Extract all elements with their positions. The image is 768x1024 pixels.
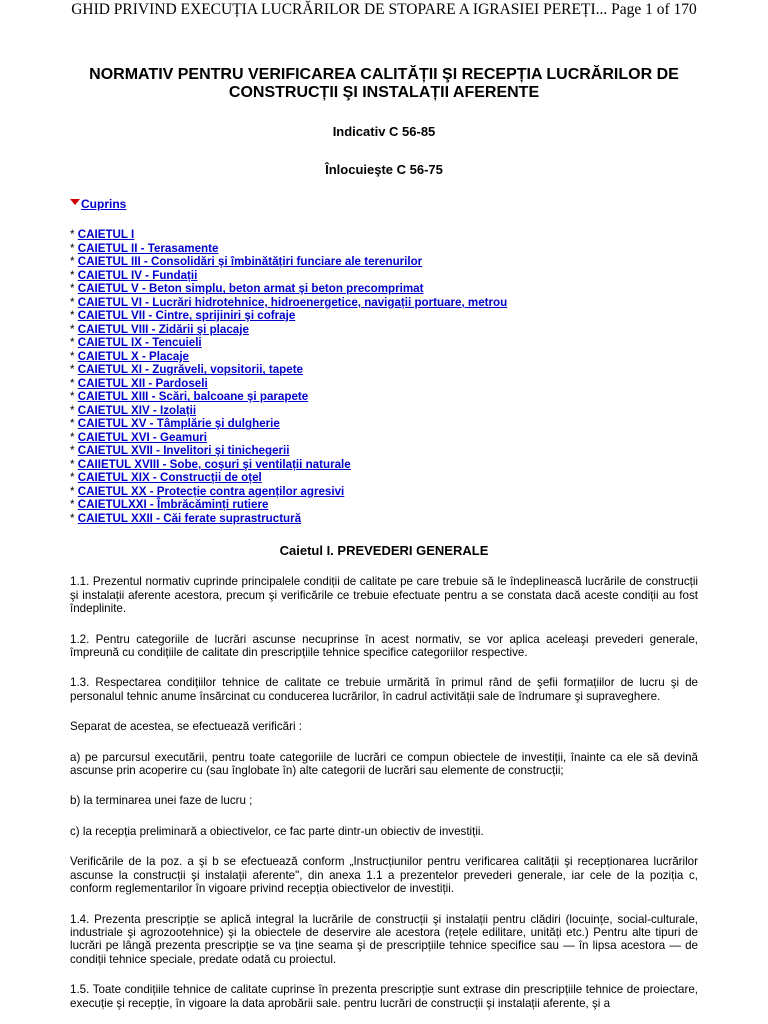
toc-item <box>70 323 698 337</box>
toc-item <box>70 350 698 364</box>
toc-link[interactable]: CAIETUL XXII - Căi ferate suprastructură <box>77 511 302 525</box>
toc-bullet: * <box>70 282 75 296</box>
toc-link[interactable]: CAIETUL I <box>77 228 135 242</box>
toc-item <box>70 255 698 269</box>
toc-item <box>70 404 698 418</box>
toc-bullet: * <box>70 349 75 363</box>
toc-link[interactable]: CAIETUL X - Placaje <box>77 349 190 363</box>
toc-bullet: * <box>70 484 75 498</box>
paragraph: 1.2. Pentru categoriile de lucrări ascunse necuprinse în acest normativ, se vor aplica aceleaşi prevederi generale, împreună cu condițiile de calitate din prescripțiile tehnice specifice categoriilor respective. <box>70 632 698 660</box>
toc-bullet: * <box>70 403 75 417</box>
document-title: NORMATIV PENTRU VERIFICAREA CALITĂȚII ŞI RECEPȚIA LUCRĂRILOR DE CONSTRUCȚII ŞI INSTALAȚII AFERENTE <box>89 66 679 101</box>
toc-item <box>70 282 698 296</box>
toc-item <box>70 242 698 256</box>
toc-link[interactable]: CAIETUL XVI - Geamuri <box>77 430 208 444</box>
toc-bullet: * <box>70 498 75 512</box>
toc-anchor[interactable] <box>70 198 698 211</box>
toc-bullet: * <box>70 363 75 377</box>
toc-item <box>70 417 698 431</box>
toc-link[interactable]: CAIETUL IV - Fundații <box>77 268 198 282</box>
toc-item <box>70 228 698 242</box>
document-replaces: Înlocuieşte C 56-75 <box>325 162 443 177</box>
toc-link[interactable]: CAIETUL XIX - Construcții de oțel <box>77 471 262 485</box>
toc-anchor-link[interactable]: Cuprins <box>81 197 127 211</box>
toc-item <box>70 336 698 350</box>
paragraph: Verificările de la poz. a şi b se efectuează conform „Instrucțiunilor pentru verificarea calității şi recepționarea lucrărilor ascunse la construcții şi instalații aferente", din anexa 1.1 a prezentelor prevederi generale, iar cele de la poziția c, conform reglementarilor în vigoare privind recepția obiectivelor de investiții. <box>70 855 698 896</box>
paragraph: c) la recepția preliminară a obiectivelor, ce fac parte dintr-un obiectiv de investiții. <box>70 824 484 838</box>
toc-link[interactable]: CAIETULXXI - Îmbrăcăminți rutiere <box>77 498 269 512</box>
toc-bullet: * <box>70 255 75 269</box>
toc-link[interactable]: CAIETUL II - Terasamente <box>77 241 219 255</box>
toc-bullet: * <box>70 322 75 336</box>
toc-link[interactable]: CAIETUL XII - Pardoseli <box>77 376 208 390</box>
toc-item <box>70 444 698 458</box>
paragraph: Separat de acestea, se efectuează verificări : <box>70 720 303 734</box>
toc-bullet: * <box>70 390 75 404</box>
toc-bullet: * <box>70 471 75 485</box>
toc-item <box>70 296 698 310</box>
toc-bullet: * <box>70 376 75 390</box>
toc-item <box>70 512 698 526</box>
document-body <box>70 66 698 1010</box>
toc-bullet: * <box>70 228 75 242</box>
toc-item <box>70 498 698 512</box>
toc-item <box>70 431 698 445</box>
toc-list <box>70 228 698 525</box>
toc-bullet: * <box>70 511 75 525</box>
paragraph: b) la terminarea unei faze de lucru ; <box>70 794 253 808</box>
toc-link[interactable]: CAIETUL III - Consolidări şi îmbinătățiri funciare ale terenurilor <box>77 255 423 269</box>
paragraph: 1.3. Respectarea condițiilor tehnice de calitate ce trebuie urmărită în primul rând de şefii formațiilor de lucru şi de personalul tehnic anume însărcinat cu conducerea lucrărilor, în cadrul activității sale de îndrumare şi supraveghere. <box>70 676 698 703</box>
document-indicativ: Indicativ C 56-85 <box>332 124 436 139</box>
toc-link[interactable]: CAIIETUL XVIII - Sobe, coşuri şi ventilații naturale <box>77 457 351 471</box>
toc-item <box>70 269 698 283</box>
toc-link[interactable]: CAIETUL VII - Cintre, sprijiniri şi cofraje <box>77 309 296 323</box>
toc-link[interactable]: CAIETUL IX - Tencuieli <box>77 336 202 350</box>
toc-bullet: * <box>70 457 75 471</box>
running-header: GHID PRIVIND EXECUȚIA LUCRĂRILOR DE STOPARE A IGRASIEI PEREȚI... Page 1 of 170 <box>71 1 697 18</box>
toc-link[interactable]: CAIETUL XI - Zugrăveli, vopsitorii, tapete <box>77 363 304 377</box>
caret-down-icon <box>70 199 80 205</box>
paragraph: a) pe parcursul executării, pentru toate categoriile de lucrări ce compun obiectele de investiții, înainte ca ele să devină ascunse prin acoperire cu (sau înglobate în) alte categorii de lucrări sau elemente de construcții; <box>70 750 698 778</box>
paragraph: 1.4. Prezenta prescripție se aplică integral la lucrările de construcții şi instalații pentru clădiri (locuințe, social-culturale, industriale şi agrozootehnice) şi la obiectele de deservire ale acestora (rețele edilitare, unități etc.) Pentru alte tipuri de lucrări pe lângă prezenta prescripție se va ține seama şi de prescripțiile tehnice specifice sau — în lipsa acestora — de condiții tehnice speciale, predate odată cu proiectul. <box>70 912 698 966</box>
toc-link[interactable]: CAIETUL VIII - Zidării şi placaje <box>77 322 249 336</box>
toc-bullet: * <box>70 430 75 444</box>
toc-bullet: * <box>70 417 75 431</box>
toc-bullet: * <box>70 268 75 282</box>
toc-link[interactable]: CAIETUL XIV - Izolații <box>77 403 197 417</box>
toc-link[interactable]: CAIETUL XIII - Scări, balcoane şi parapete <box>77 390 309 404</box>
toc-item <box>70 458 698 472</box>
toc-item <box>70 485 698 499</box>
toc-link[interactable]: CAIETUL XX - Protecție contra agenților agresivi <box>77 484 345 498</box>
toc-link[interactable]: CAIETUL XVII - Invelitori şi tinichegerii <box>77 444 290 458</box>
toc-bullet: * <box>70 444 75 458</box>
toc-bullet: * <box>70 241 75 255</box>
toc-bullet: * <box>70 336 75 350</box>
toc-item <box>70 390 698 404</box>
toc-bullet: * <box>70 295 75 309</box>
section-heading: Caietul I. PREVEDERI GENERALE <box>279 543 489 559</box>
toc-item <box>70 309 698 323</box>
paragraph: 1.1. Prezentul normativ cuprinde principalele condiții de calitate pe care trebuie să le îndeplinească lucrările de construcții şi instalații aferente acestora, precum şi verificările ce trebuie efectuate pentru a se constata dacă aceste condiții au fost îndeplinite. <box>70 575 698 616</box>
toc-link[interactable]: CAIETUL XV - Tâmplărie şi dulgherie <box>77 417 280 431</box>
toc-item <box>70 471 698 485</box>
toc-bullet: * <box>70 309 75 323</box>
toc-link[interactable]: CAIETUL VI - Lucrări hidrotehnice, hidroenergetice, navigații portuare, metrou <box>77 295 508 309</box>
toc-item <box>70 377 698 391</box>
toc-link[interactable]: CAIETUL V - Beton simplu, beton armat şi beton precomprimat <box>77 282 424 296</box>
toc-item <box>70 363 698 377</box>
paragraph: 1.5. Toate condițiile tehnice de calitate cuprinse în prezenta prescripție sunt extrase din prescripțiile tehnice de proiectare, execuție şi recepție, în vigoare la data aprobării sale. pentru lucrări de construcții şi instalații aferente, şi a <box>70 983 698 1010</box>
